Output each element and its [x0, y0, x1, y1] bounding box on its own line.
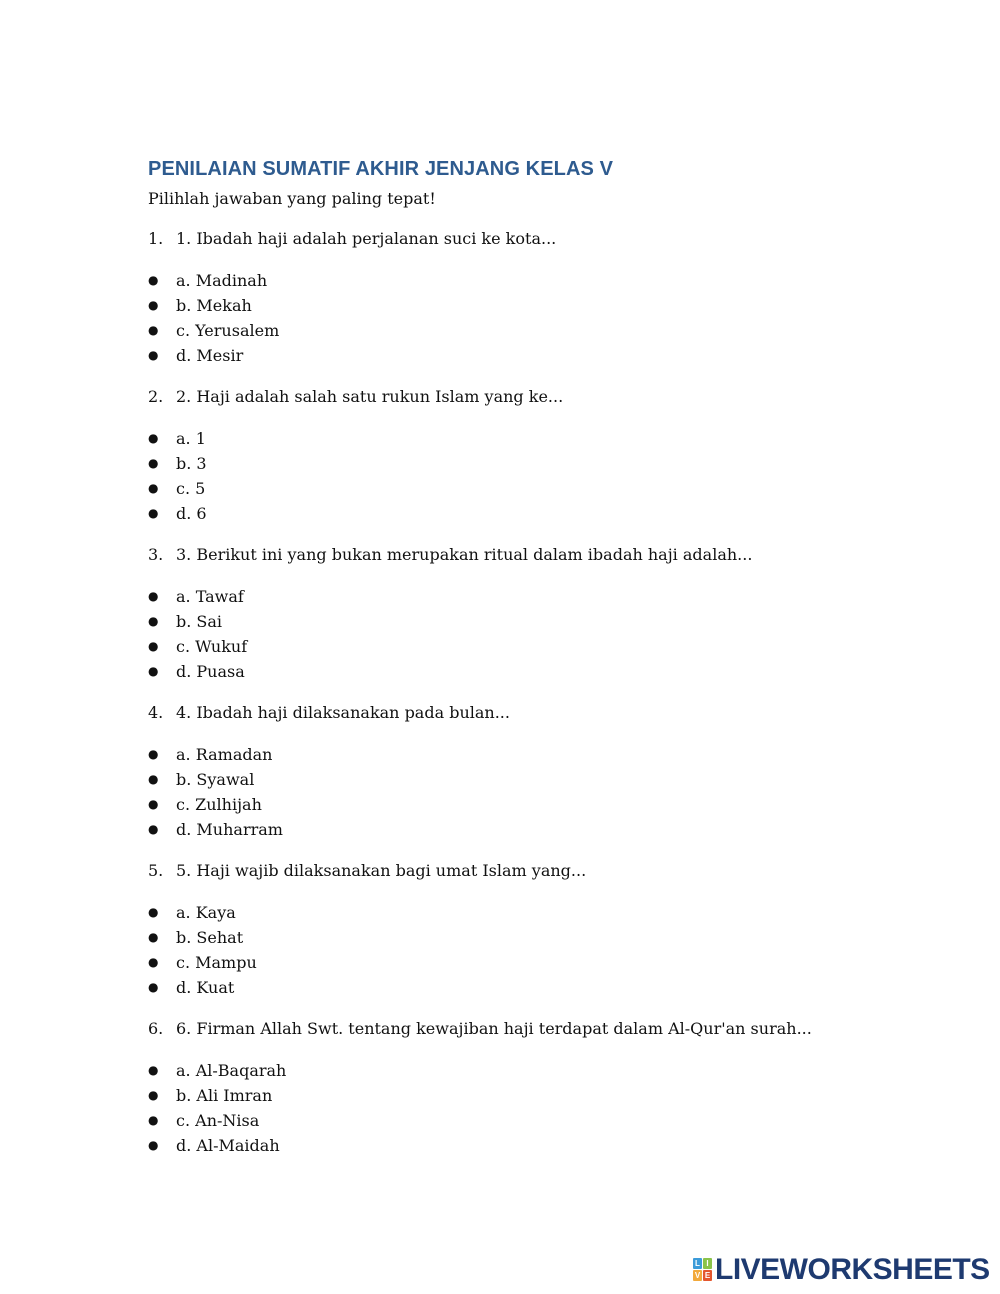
bullet-icon: ●	[148, 822, 159, 836]
answer-option[interactable]	[148, 1061, 286, 1083]
answer-option-label: d. Puasa	[176, 662, 245, 681]
answer-option-label: b. Sai	[176, 612, 223, 631]
answer-option[interactable]	[148, 820, 283, 842]
question-number: 6.	[148, 1019, 164, 1038]
question-number: 2.	[148, 387, 164, 406]
answer-option[interactable]	[148, 953, 257, 975]
question-line	[148, 861, 586, 880]
answer-option[interactable]	[148, 637, 247, 659]
question-text: 3. Berikut ini yang bukan merupakan ritual dalam ibadah haji adalah...	[176, 545, 753, 564]
answer-option-label: c. 5	[176, 479, 206, 498]
answer-option[interactable]	[148, 1086, 272, 1108]
question-number: 3.	[148, 545, 164, 564]
liveworksheets-logo	[693, 1253, 990, 1286]
answer-option[interactable]	[148, 587, 244, 609]
bullet-icon: ●	[148, 1113, 159, 1127]
answer-option-label: d. 6	[176, 504, 207, 523]
logo-mark-icon	[693, 1258, 713, 1282]
answer-option[interactable]	[148, 479, 205, 501]
logo-text: LIVEWORKSHEETS	[715, 1253, 990, 1286]
answer-option-label: a. Kaya	[176, 903, 236, 922]
question-line	[148, 387, 563, 406]
question-line	[148, 545, 752, 564]
answer-option[interactable]	[148, 321, 279, 343]
bullet-icon: ●	[148, 589, 159, 603]
answer-option[interactable]	[148, 662, 245, 684]
answer-option-label: a. 1	[176, 429, 206, 448]
answer-option[interactable]	[148, 1111, 259, 1133]
bullet-icon: ●	[148, 348, 159, 362]
question-text: 2. Haji adalah salah satu rukun Islam yang ke...	[176, 387, 564, 406]
bullet-icon: ●	[148, 431, 159, 445]
answer-option-label: b. Sehat	[176, 928, 244, 947]
bullet-icon: ●	[148, 323, 159, 337]
logo-mark-tile: E	[704, 1271, 711, 1280]
bullet-icon: ●	[148, 930, 159, 944]
bullet-icon: ●	[148, 614, 159, 628]
question-text: 4. Ibadah haji dilaksanakan pada bulan...	[176, 703, 510, 722]
answer-option[interactable]	[148, 346, 243, 368]
answer-option[interactable]	[148, 504, 207, 526]
question-number: 5.	[148, 861, 164, 880]
answer-option-label: d. Mesir	[176, 346, 244, 365]
answer-option[interactable]	[148, 770, 254, 792]
question-line	[148, 229, 556, 248]
bullet-icon: ●	[148, 639, 159, 653]
bullet-icon: ●	[148, 772, 159, 786]
question-line	[148, 1019, 812, 1038]
page-title: PENILAIAN SUMATIF AKHIR JENJANG KELAS V	[148, 158, 614, 180]
question-text: 6. Firman Allah Swt. tentang kewajiban haji terdapat dalam Al-Qur'an surah...	[176, 1019, 812, 1038]
bullet-icon: ●	[148, 955, 159, 969]
answer-option-label: b. Mekah	[176, 296, 252, 315]
answer-option[interactable]	[148, 454, 207, 476]
answer-option[interactable]	[148, 795, 262, 817]
answer-option-label: d. Al-Maidah	[176, 1136, 280, 1155]
answer-option[interactable]	[148, 271, 267, 293]
question-text: 5. Haji wajib dilaksanakan bagi umat Islam yang...	[176, 861, 587, 880]
logo-mark-tile: I	[703, 1258, 712, 1269]
bullet-icon: ●	[148, 506, 159, 520]
question-text: 1. Ibadah haji adalah perjalanan suci ke kota...	[176, 229, 557, 248]
bullet-icon: ●	[148, 1138, 159, 1152]
bullet-icon: ●	[148, 664, 159, 678]
answer-option[interactable]	[148, 978, 234, 1000]
answer-option-label: a. Al-Baqarah	[176, 1061, 287, 1080]
logo-mark-tile: L	[693, 1258, 702, 1269]
answer-option-label: c. Zulhijah	[176, 795, 262, 814]
bullet-icon: ●	[148, 1063, 159, 1077]
answer-option-label: d. Kuat	[176, 978, 235, 997]
answer-option[interactable]	[148, 903, 236, 925]
bullet-icon: ●	[148, 747, 159, 761]
answer-option-label: b. 3	[176, 454, 207, 473]
answer-option-label: a. Ramadan	[176, 745, 273, 764]
bullet-icon: ●	[148, 481, 159, 495]
bullet-icon: ●	[148, 273, 159, 287]
answer-option-label: a. Tawaf	[176, 587, 244, 606]
question-number: 4.	[148, 703, 164, 722]
answer-option-label: d. Muharram	[176, 820, 283, 839]
answer-option-label: a. Madinah	[176, 271, 268, 290]
question-number: 1.	[148, 229, 164, 248]
answer-option-label: c. Wukuf	[176, 637, 248, 656]
bullet-icon: ●	[148, 905, 159, 919]
answer-option[interactable]	[148, 1136, 280, 1158]
answer-option-label: b. Ali Imran	[176, 1086, 273, 1105]
answer-option-label: b. Syawal	[176, 770, 255, 789]
answer-option[interactable]	[148, 612, 222, 634]
answer-option-label: c. An-Nisa	[176, 1111, 260, 1130]
bullet-icon: ●	[148, 456, 159, 470]
answer-option-label: c. Mampu	[176, 953, 257, 972]
answer-option[interactable]	[148, 745, 272, 767]
logo-mark-tile: V	[694, 1271, 701, 1280]
answer-option[interactable]	[148, 429, 206, 451]
instruction-text: Pilihlah jawaban yang paling tepat!	[148, 189, 436, 208]
bullet-icon: ●	[148, 1088, 159, 1102]
question-line	[148, 703, 510, 722]
bullet-icon: ●	[148, 980, 159, 994]
answer-option-label: c. Yerusalem	[176, 321, 280, 340]
answer-option[interactable]	[148, 928, 243, 950]
bullet-icon: ●	[148, 797, 159, 811]
bullet-icon: ●	[148, 298, 159, 312]
answer-option[interactable]	[148, 296, 252, 318]
